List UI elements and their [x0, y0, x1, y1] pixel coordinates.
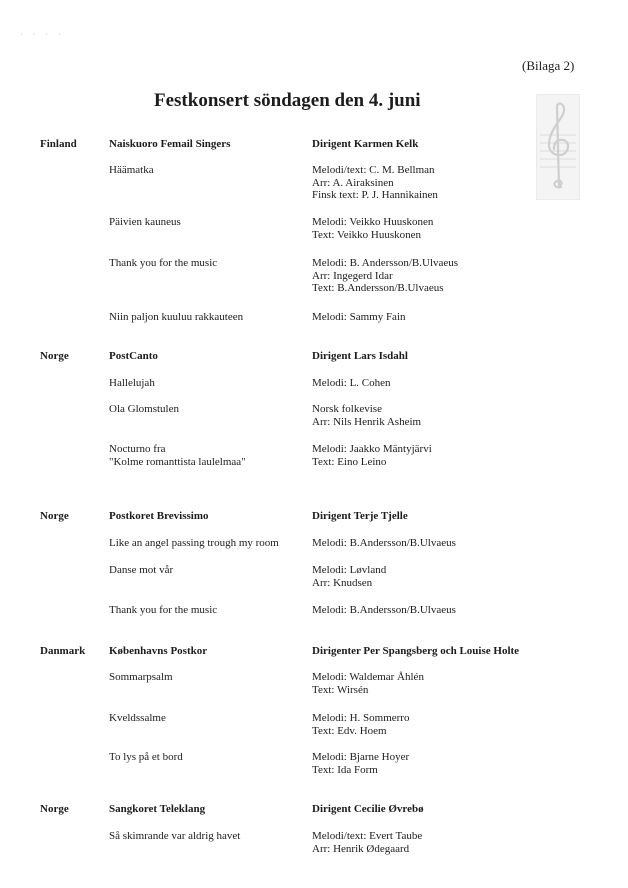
song-title: [109, 311, 243, 324]
credit-line: Text: Veikko Huuskonen: [312, 228, 422, 241]
song-title-line: To lys på et bord: [109, 751, 183, 763]
song-title: [109, 537, 279, 550]
song-title-line: Niin paljon kuuluu rakkauteen: [109, 311, 244, 323]
song-credits: [312, 216, 433, 241]
song-title-line: Så skimrande var aldrig havet: [109, 830, 241, 842]
section-conductor: Dirigent Lars Isdahl: [312, 350, 408, 362]
song-title: [109, 443, 246, 469]
credit-line: Norsk folkevise: [312, 403, 382, 415]
song-credits: [312, 564, 386, 589]
credit-line: Text: B.Andersson/B.Ulvaeus: [312, 282, 444, 294]
song-title-line: "Kolme romanttista laulelmaa": [109, 456, 246, 468]
credit-line: Melodi: H. Sommerro: [312, 712, 410, 724]
song-credits: [312, 751, 409, 776]
song-title: [109, 671, 173, 684]
scan-specks: · · · ·: [20, 30, 65, 39]
section-country: Norge: [40, 510, 69, 522]
credit-line: Text: Edv. Hoem: [312, 724, 387, 737]
section-conductor: Dirigenter Per Spangsberg och Louise Holte: [312, 645, 520, 657]
credit-line: Melodi: Løvland: [312, 564, 387, 576]
song-credits: [312, 671, 424, 696]
song-title-line: Nocturno fra: [109, 443, 166, 455]
song-title-line: Danse mot vår: [109, 564, 174, 576]
song-credits: [312, 537, 456, 550]
section-country: Norge: [40, 803, 69, 815]
section-country: Danmark: [40, 645, 86, 657]
song-title: [109, 164, 154, 177]
credit-line: Arr: A. Airaksinen: [312, 176, 394, 189]
credit-line: Melodi: L. Cohen: [312, 377, 391, 389]
song-title-line: Like an angel passing trough my room: [109, 537, 279, 549]
section-choir: Københavns Postkor: [109, 645, 208, 657]
song-title: [109, 377, 155, 390]
song-credits: [312, 257, 458, 295]
song-credits: [312, 403, 421, 428]
song-title: [109, 751, 183, 764]
song-title: [109, 403, 179, 416]
song-title: [109, 216, 181, 229]
song-title: [109, 712, 166, 725]
song-title-line: Päivien kauneus: [109, 216, 181, 228]
song-title: [109, 564, 173, 577]
credit-line: Arr: Henrik Ødegaard: [312, 842, 410, 855]
song-title-line: Hallelujah: [109, 377, 155, 389]
section-choir: Naiskuoro Femail Singers: [109, 138, 231, 150]
treble-clef-icon: [536, 94, 580, 200]
credit-line: Melodi: Jaakko Mäntyjärvi: [312, 443, 432, 455]
section-conductor: Dirigent Terje Tjelle: [312, 510, 408, 522]
credit-line: Melodi: Bjarne Hoyer: [312, 751, 410, 763]
credit-line: Text: Ida Form: [312, 763, 378, 776]
credit-line: Text: Eino Leino: [312, 455, 387, 468]
song-credits: [312, 443, 432, 468]
song-title-line: Thank you for the music: [109, 257, 218, 269]
song-title: [109, 257, 217, 270]
credit-line: Text: Wirsén: [312, 683, 369, 696]
song-credits: [312, 311, 406, 324]
song-credits: [312, 164, 438, 202]
credit-line: Arr: Nils Henrik Asheim: [312, 415, 422, 428]
credit-line: Finsk text: P. J. Hannikainen: [312, 189, 438, 201]
credit-line: Melodi/text: C. M. Bellman: [312, 164, 435, 176]
credit-line: Arr: Knudsen: [312, 576, 373, 589]
page-title: Festkonsert söndagen den 4. juni: [154, 90, 421, 111]
credit-line: Melodi: B.Andersson/B.Ulvaeus: [312, 604, 456, 616]
credit-line: Melodi: Veikko Huuskonen: [312, 216, 434, 228]
credit-line: Melodi/text: Evert Taube: [312, 830, 423, 842]
song-credits: [312, 712, 409, 737]
credit-line: Melodi: Waldemar Åhlén: [312, 671, 424, 683]
song-credits: [312, 604, 456, 617]
section-country: Norge: [40, 350, 69, 362]
section-country: Finland: [40, 138, 77, 150]
song-title-line: Häämatka: [109, 164, 154, 176]
credit-line: Melodi: Sammy Fain: [312, 311, 406, 323]
song-credits: [312, 377, 391, 390]
attachment-label: (Bilaga 2): [522, 58, 575, 73]
section-conductor: Dirigent Karmen Kelk: [312, 138, 419, 150]
credit-line: Melodi: B.Andersson/B.Ulvaeus: [312, 537, 456, 549]
song-title: [109, 604, 217, 617]
section-choir: Sangkoret Teleklang: [109, 803, 206, 815]
credit-line: Melodi: B. Andersson/B.Ulvaeus: [312, 257, 459, 269]
section-conductor: Dirigent Cecilie Øvrebø: [312, 803, 424, 815]
song-title-line: Ola Glomstulen: [109, 403, 179, 415]
song-title-line: Sommarpsalm: [109, 671, 173, 683]
section-choir: PostCanto: [109, 350, 158, 362]
song-credits: [312, 830, 422, 855]
song-title-line: Thank you for the music: [109, 604, 218, 616]
song-title-line: Kveldssalme: [109, 712, 166, 724]
section-choir: Postkoret Brevissimo: [109, 510, 209, 522]
credit-line: Arr: Ingegerd Idar: [312, 269, 393, 282]
song-title: [109, 830, 240, 843]
